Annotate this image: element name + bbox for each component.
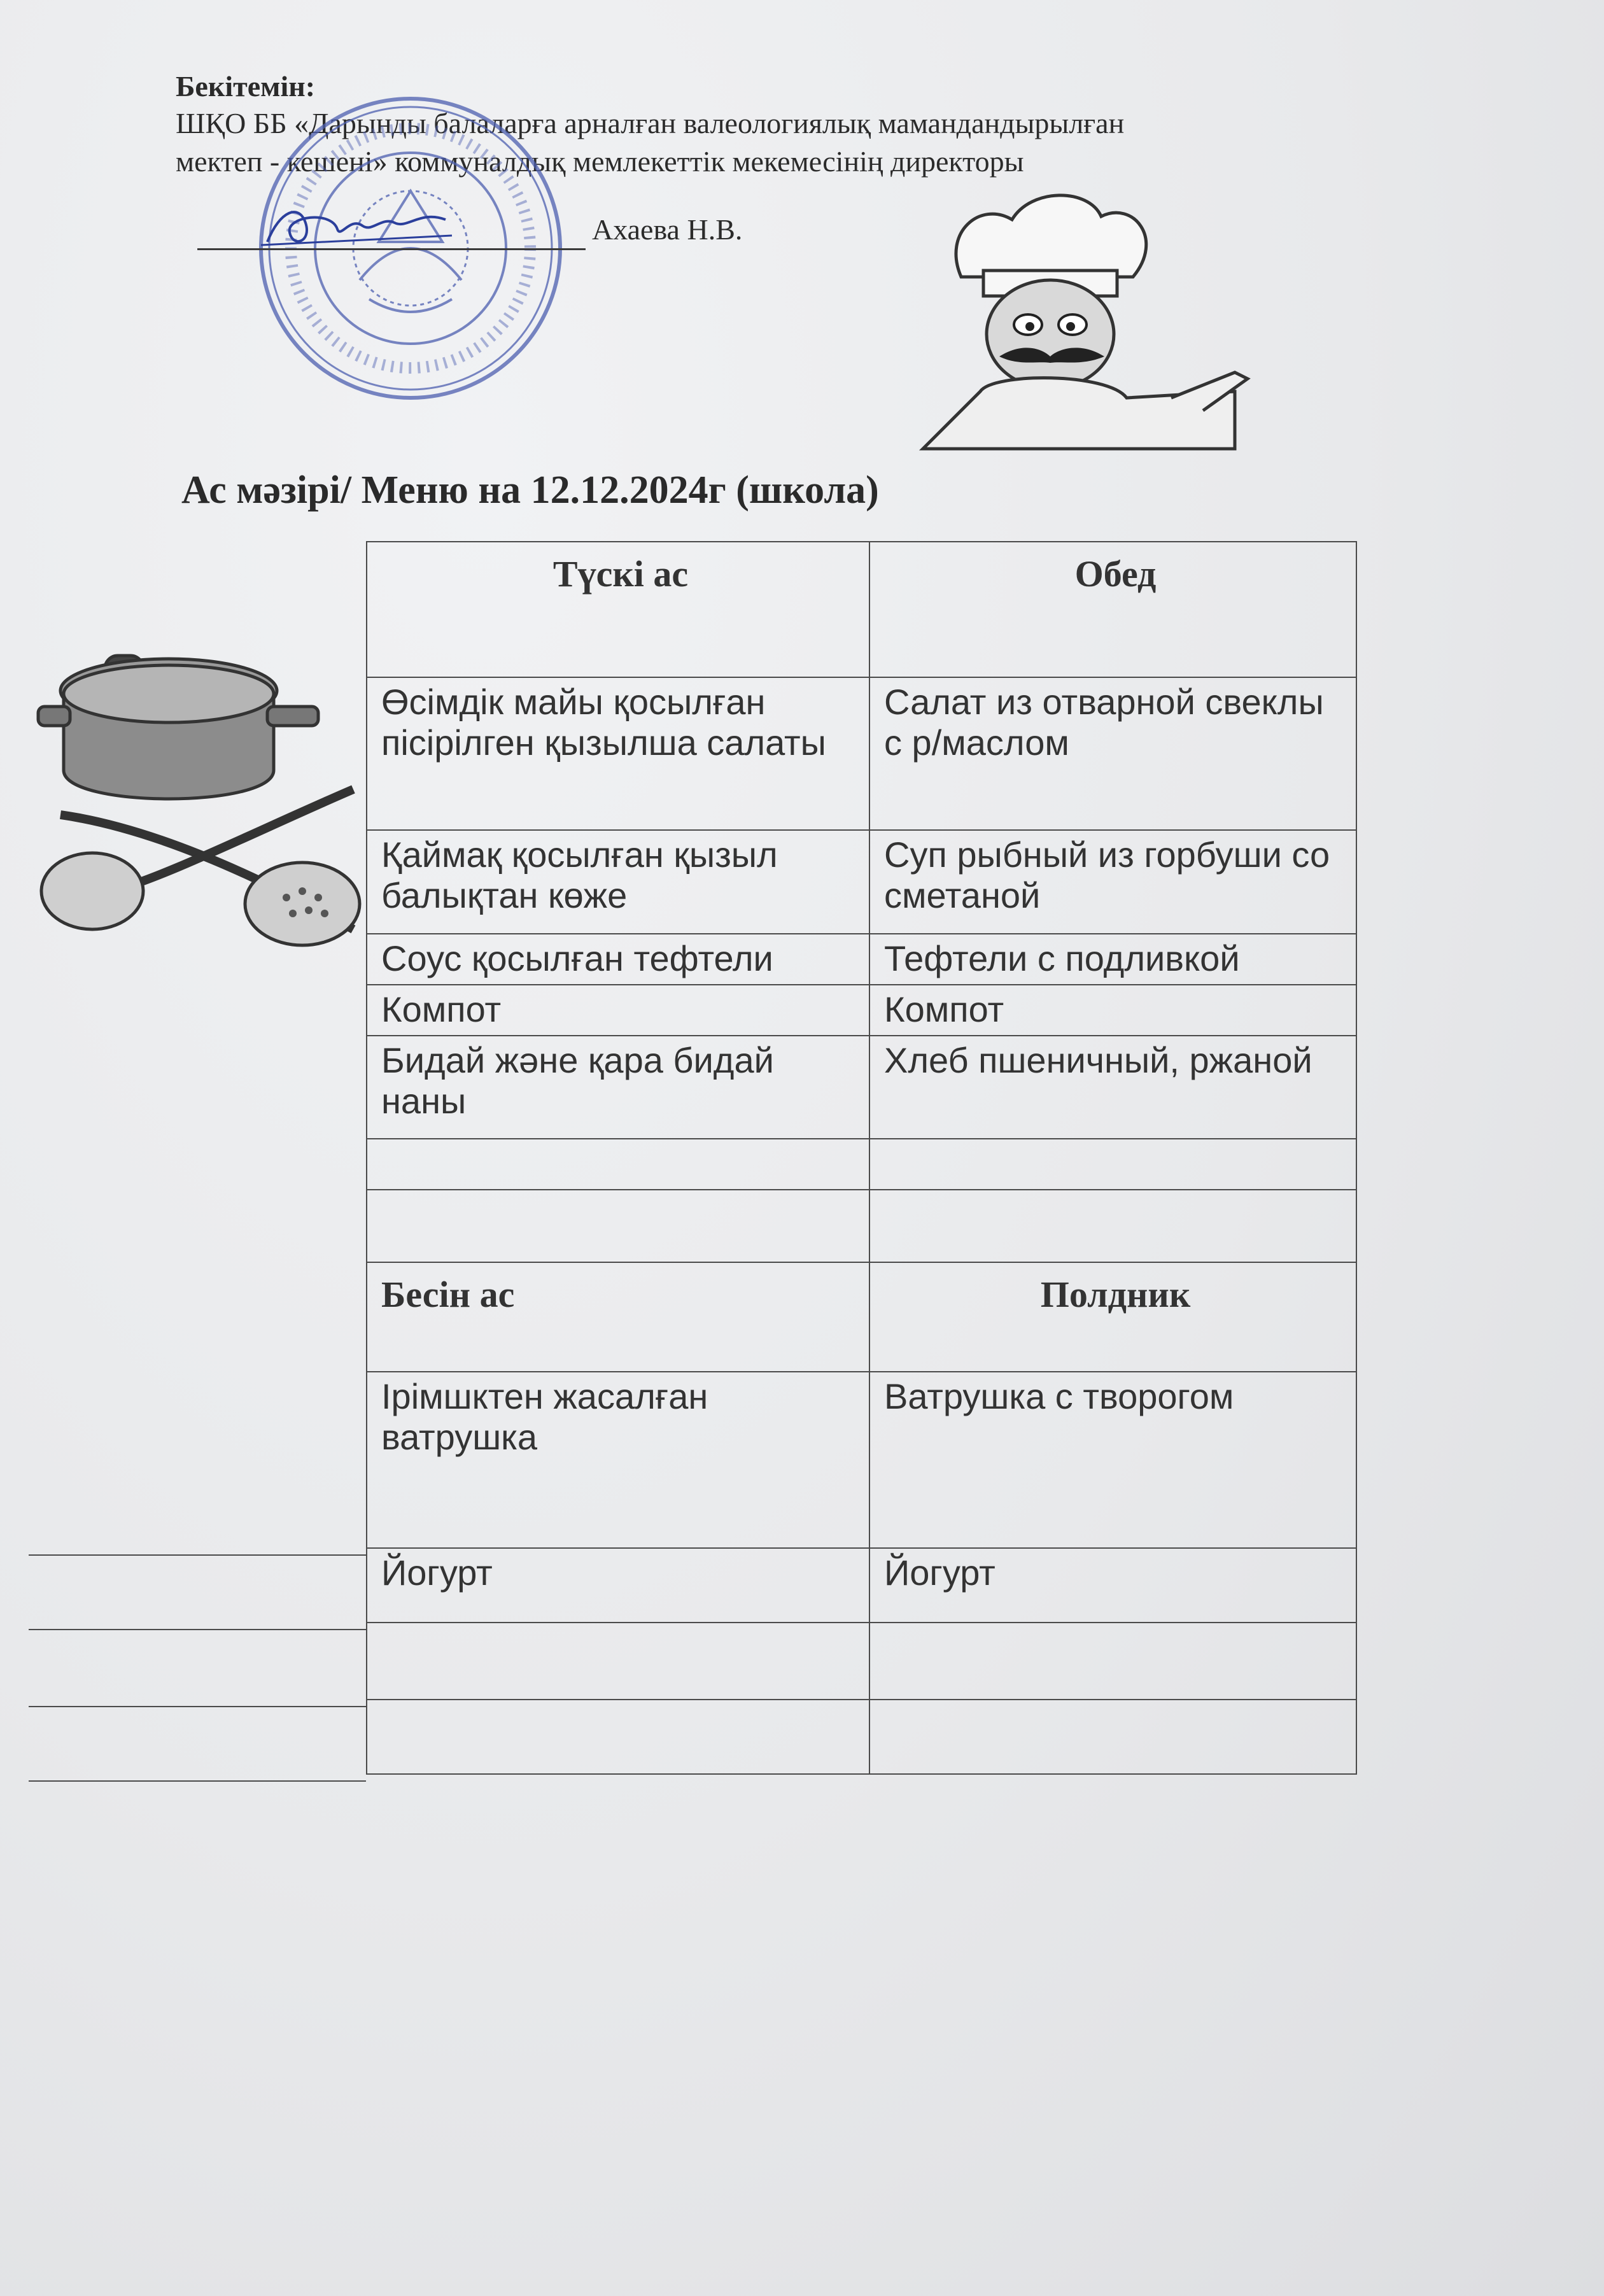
snack-header-kz: Бесін ас: [367, 1262, 869, 1372]
dish-ru: Салат из отварной свеклы с р/маслом: [869, 677, 1356, 830]
lunch-header-ru: Обед: [869, 542, 1356, 677]
signature-row: [197, 204, 796, 255]
lunch-header-row: [367, 542, 1356, 677]
dish-kz: Йогурт: [367, 1548, 869, 1623]
dish-ru: Хлеб пшеничный, ржаной: [869, 1036, 1356, 1139]
table-row: [367, 830, 1356, 934]
dish-kz: Ірімшктен жасалған ватрушка: [367, 1372, 869, 1548]
dish-kz: [367, 1139, 869, 1190]
dish-ru: [869, 1139, 1356, 1190]
menu-table: [366, 541, 1357, 1775]
left-line-4: [29, 1780, 366, 1782]
dish-ru: Компот: [869, 985, 1356, 1036]
dish-kz: Компот: [367, 985, 869, 1036]
snack-header-row: [367, 1262, 1356, 1372]
table-row: [367, 1548, 1356, 1623]
left-line-3: [29, 1706, 366, 1707]
dish-kz: Бидай және қара бидай наны: [367, 1036, 869, 1139]
dish-kz: Қаймақ қосылған қызыл балықтан көже: [367, 830, 869, 934]
dish-ru: [869, 1190, 1356, 1262]
table-row: [367, 1139, 1356, 1190]
table-row: [367, 1372, 1356, 1548]
dish-kz: [367, 1190, 869, 1262]
table-row: [367, 1190, 1356, 1262]
dish-ru: [869, 1623, 1356, 1700]
organization-line-1: ШҚО ББ «Дарынды балаларға арналған валеологиялық мамандандырылған: [176, 107, 1125, 139]
approval-title: Бекітемін:: [176, 70, 316, 102]
left-line-1: [29, 1554, 366, 1556]
table-row: [367, 985, 1356, 1036]
handwritten-signature: [255, 197, 458, 255]
signature-line: [197, 248, 586, 250]
dish-ru: Йогурт: [869, 1548, 1356, 1623]
dish-kz: Соус қосылған тефтели: [367, 934, 869, 985]
chef-illustration: [904, 181, 1260, 461]
director-name: Ахаева Н.В.: [592, 213, 743, 246]
table-row: [367, 934, 1356, 985]
dish-ru: [869, 1700, 1356, 1774]
left-line-2: [29, 1629, 366, 1630]
snack-header-ru: Полдник: [869, 1262, 1356, 1372]
dish-ru: Суп рыбный из горбуши со сметаной: [869, 830, 1356, 934]
dish-kz: Өсімдік майы қосылған пісірілген қызылша салаты: [367, 677, 869, 830]
table-row: [367, 1623, 1356, 1700]
table-row: [367, 1036, 1356, 1139]
pot-and-ladles-illustration: [35, 598, 366, 955]
dish-ru: Тефтели с подливкой: [869, 934, 1356, 985]
lunch-header-kz: Түскі ас: [367, 542, 869, 677]
table-row: [367, 677, 1356, 830]
dish-kz: [367, 1623, 869, 1700]
menu-title: Ас мәзірі/ Меню на 12.12.2024г (школа): [181, 468, 879, 512]
dish-ru: Ватрушка с творогом: [869, 1372, 1356, 1548]
organization-line-2: мектеп - кешені» коммуналдық мемлекеттік мекемесінің директоры: [176, 145, 1024, 178]
table-row: [367, 1700, 1356, 1774]
dish-kz: [367, 1700, 869, 1774]
